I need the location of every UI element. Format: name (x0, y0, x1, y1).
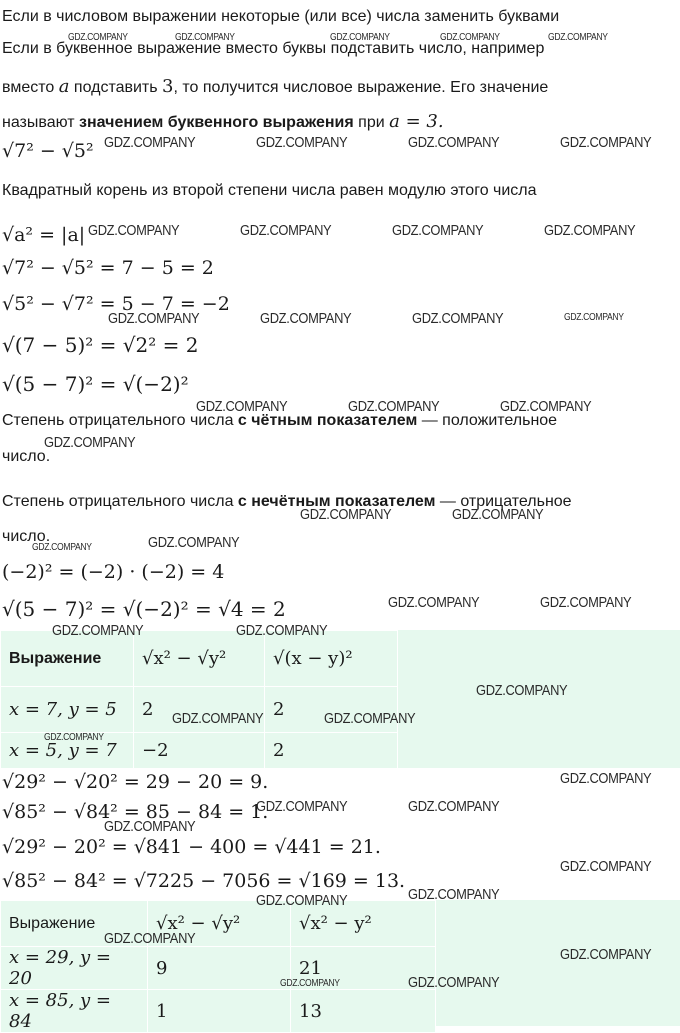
watermark: GDZ.COMPANY (392, 222, 484, 239)
watermark: GDZ.COMPANY (256, 134, 348, 151)
watermark: GDZ.COMPANY (240, 222, 332, 239)
table-2-header-cell: √x² − y² (291, 901, 436, 947)
table-1-cell: 2 (265, 733, 398, 769)
expr-6: √(5 − 7)² = √(−2)² (2, 372, 189, 396)
p7-bold: с нечётным показателем (237, 493, 436, 510)
expr-3: √7² − √5² = 7 − 5 = 2 (2, 257, 214, 279)
expr-11: √29² − 20² = √841 − 400 = √441 = 21. (2, 836, 381, 858)
watermark: GDZ.COMPANY (52, 622, 144, 639)
p6-bold: с чётным показателем (237, 412, 418, 429)
watermark: GDZ.COMPANY (32, 542, 92, 553)
expr-1: √7² − √5² (2, 140, 94, 162)
watermark: GDZ.COMPANY (440, 32, 500, 43)
p7-a: Степень отрицательного числа (2, 493, 238, 510)
p3-c: , то получится числовое выражение. Его значение (173, 79, 549, 96)
watermark: GDZ.COMPANY (108, 310, 200, 327)
paragraph-2: Если в буквенное выражение вместо буквы подставить число, например (2, 40, 545, 57)
watermark: GDZ.COMPANY (408, 886, 500, 903)
watermark: GDZ.COMPANY (388, 594, 480, 611)
watermark: GDZ.COMPANY (236, 622, 328, 639)
table-2-header-cell: Выражение (1, 901, 148, 947)
table-1-cell: 2 (134, 687, 265, 733)
table-1-header-cell: Выражение (1, 631, 134, 687)
watermark: GDZ.COMPANY (104, 930, 196, 947)
table-1-header-cell: √x² − √y² (134, 631, 265, 687)
watermark: GDZ.COMPANY (172, 710, 264, 727)
watermark: GDZ.COMPANY (280, 978, 340, 989)
table-row (1, 947, 436, 990)
table-1-cell: x = 5, y = 7 (1, 733, 134, 769)
watermark: GDZ.COMPANY (560, 134, 652, 151)
watermark: GDZ.COMPANY (476, 682, 568, 699)
expr-9: √29² − √20² = 29 − 20 = 9. (2, 771, 269, 793)
p4-d: a = 3. (389, 111, 444, 132)
expr-12: √85² − 84² = √7225 − 7056 = √169 = 13. (2, 870, 406, 892)
table-2-header-cell: √x² − √y² (148, 901, 291, 947)
watermark: GDZ.COMPANY (500, 398, 592, 415)
p6-a: Степень отрицательного числа (2, 412, 238, 429)
p4-c: при (353, 114, 390, 131)
expr-5: √(7 − 5)² = √2² = 2 (2, 333, 199, 357)
watermark: GDZ.COMPANY (324, 710, 416, 727)
watermark: GDZ.COMPANY (412, 310, 504, 327)
table-2-cell: 21 (291, 947, 436, 990)
watermark: GDZ.COMPANY (44, 434, 136, 451)
table-1-header-cell: √(x − y)² (265, 631, 398, 687)
watermark: GDZ.COMPANY (260, 310, 352, 327)
watermark: GDZ.COMPANY (330, 32, 390, 43)
table-2-cell: x = 29, y = 20 (1, 947, 148, 990)
watermark: GDZ.COMPANY (196, 398, 288, 415)
paragraph-7-end: число. (2, 528, 51, 545)
table-2 (0, 900, 436, 1033)
p6-c: — положительное (417, 412, 558, 429)
watermark: GDZ.COMPANY (256, 892, 348, 909)
watermark: GDZ.COMPANY (44, 732, 104, 743)
watermark: GDZ.COMPANY (452, 506, 544, 523)
paragraph-4 (2, 111, 444, 132)
watermark: GDZ.COMPANY (560, 946, 652, 963)
watermark: GDZ.COMPANY (104, 818, 196, 835)
watermark: GDZ.COMPANY (548, 32, 608, 43)
watermark: GDZ.COMPANY (560, 770, 652, 787)
expr-2: √a² = |a| (2, 224, 86, 246)
table-1-cell: x = 7, y = 5 (1, 687, 134, 733)
watermark: GDZ.COMPANY (544, 222, 636, 239)
watermark: GDZ.COMPANY (564, 312, 624, 323)
paragraph-1: Если в числовом выражении некоторые (или все) числа заменить буквами (2, 8, 560, 25)
watermark: GDZ.COMPANY (148, 534, 240, 551)
watermark: GDZ.COMPANY (408, 798, 500, 815)
watermark: GDZ.COMPANY (256, 798, 348, 815)
table-2-cell: x = 85, y = 84 (1, 990, 148, 1033)
expr-8: √(5 − 7)² = √(−2)² = √4 = 2 (2, 597, 286, 621)
table-2-cell: 9 (148, 947, 291, 990)
expr-10: √85² − √84² = 85 − 84 = 1. (2, 801, 269, 823)
watermark: GDZ.COMPANY (408, 974, 500, 991)
watermark: GDZ.COMPANY (175, 32, 235, 43)
p4-bold: значением буквенного выражения (79, 114, 354, 131)
table-1-cell: −2 (134, 733, 265, 769)
paragraph-5: Квадратный корень из второй степени числа равен модулю этого числа (2, 182, 537, 199)
p3-num: 3 (162, 76, 174, 97)
watermark: GDZ.COMPANY (104, 134, 196, 151)
p7-c: — отрицательное (435, 493, 572, 510)
table-row (1, 990, 436, 1033)
p4-a: называют (2, 114, 80, 131)
table-2-cell: 1 (148, 990, 291, 1033)
p3-var: a (58, 76, 70, 97)
watermark: GDZ.COMPANY (88, 222, 180, 239)
table-1-cell: 2 (265, 687, 398, 733)
watermark: GDZ.COMPANY (300, 506, 392, 523)
table-2-header-row (1, 901, 436, 947)
paragraph-3 (2, 76, 548, 97)
watermark: GDZ.COMPANY (68, 32, 128, 43)
watermark: GDZ.COMPANY (348, 398, 440, 415)
paragraph-6-end: число. (2, 448, 51, 465)
p3-b: подставить (69, 79, 163, 96)
p3-a: вместо (2, 79, 59, 96)
expr-7: (−2)² = (−2) · (−2) = 4 (2, 561, 225, 583)
table-1 (0, 630, 398, 769)
table-2-cell: 13 (291, 990, 436, 1033)
expr-4: √5² − √7² = 5 − 7 = −2 (2, 293, 230, 315)
watermark: GDZ.COMPANY (540, 594, 632, 611)
watermark: GDZ.COMPANY (408, 134, 500, 151)
watermark: GDZ.COMPANY (560, 858, 652, 875)
